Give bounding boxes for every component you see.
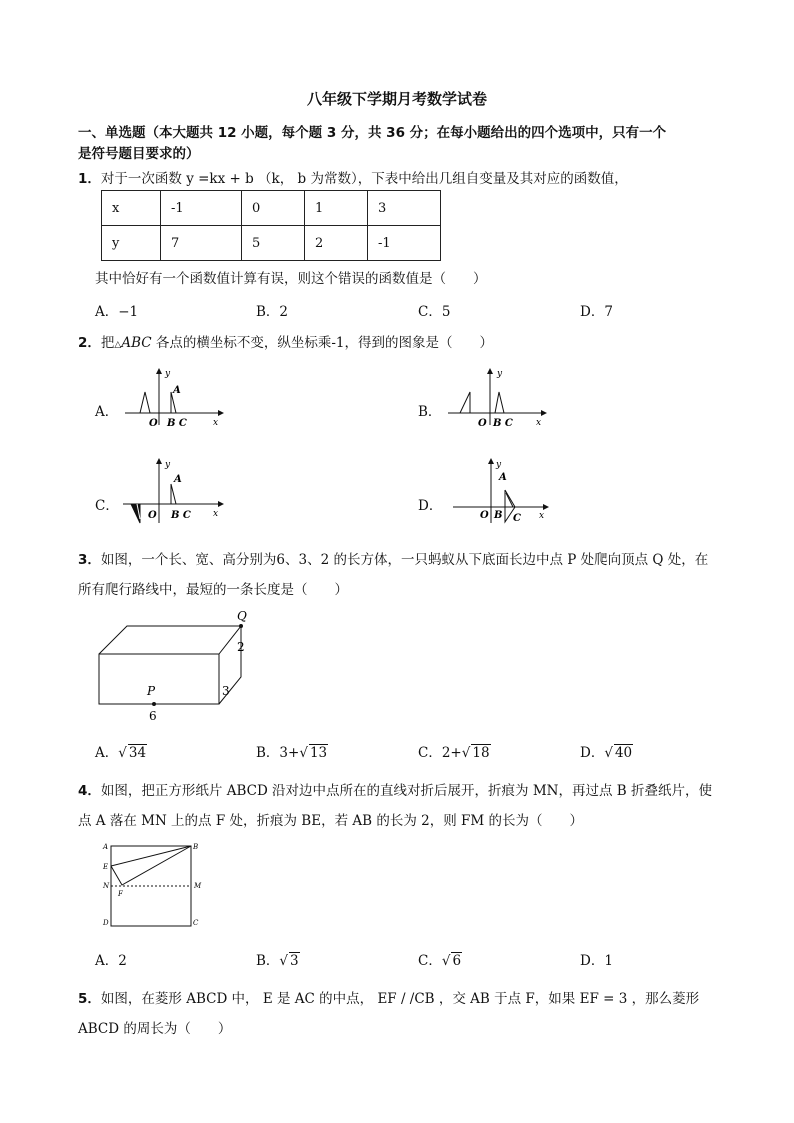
question-4-line2: 点 A 落在 MN 上的点 F 处，折痕为 BE，若 AB 的长为 2，则 FM 的长为（ ） — [78, 813, 583, 829]
table-cell: -1 — [161, 191, 242, 226]
table-cell: 2 — [305, 226, 368, 261]
option-letter: A． — [95, 745, 119, 761]
question-number: 3． — [78, 552, 101, 568]
origin-label: O — [478, 418, 487, 429]
graph-d — [443, 457, 553, 525]
x-axis-label: x — [213, 509, 219, 519]
question-number: 2． — [78, 335, 101, 351]
y-axis-label: y — [165, 369, 171, 379]
option-letter: D． — [580, 745, 605, 761]
table-row — [102, 191, 441, 226]
cuboid-figure — [92, 606, 262, 726]
question-text: 各点的横坐标不变，纵坐标乘-1，得到的图象是（ ） — [151, 335, 494, 351]
option-b[interactable] — [256, 949, 300, 969]
table-cell: -1 — [368, 226, 441, 261]
option-letter: C． — [95, 498, 119, 514]
table-row — [102, 226, 441, 261]
question-text: 如图，在菱形 ABCD 中， E 是 AC 的中点， EF / /CB ，交 AB 于点 F，如果 EF = 3 ，那么菱形 — [100, 991, 700, 1007]
option-value: 1 — [604, 953, 613, 969]
point-a-label: A — [173, 385, 181, 396]
table-cell: 0 — [242, 191, 305, 226]
point-m-label: M — [194, 882, 202, 890]
option-letter: A． — [95, 304, 119, 320]
option-letter: D． — [580, 953, 605, 969]
radicand: 6 — [452, 953, 462, 969]
option-letter: B． — [256, 953, 280, 969]
bc-labels: B C — [493, 418, 513, 429]
table-cell: 3 — [368, 191, 441, 226]
page-title: 八年级下学期月考数学试卷 — [306, 90, 487, 108]
sqrt-symbol: √ — [461, 745, 471, 761]
section-header-line2: 是符号题目要求的） — [78, 146, 200, 162]
point-e-label: E — [103, 863, 109, 871]
y-axis-label: y — [496, 460, 502, 470]
section-header-line1: 一、单选题（本大题共 12 小题，每个题 3 分，共 36 分；在每小题给出的四个选项中，只有一个 — [78, 125, 667, 141]
question-text: 如图，一个长、宽、高分别为6、3、2 的长方体，一只蚂蚁从下底面长边中点 P 处爬向顶点 Q 处，在 — [100, 552, 709, 568]
option-c[interactable] — [418, 741, 491, 761]
question-3-line2: 所有爬行路线中，最短的一条长度是（ ） — [78, 582, 348, 598]
graph-a — [120, 367, 225, 429]
sqrt-symbol: √ — [118, 745, 127, 761]
point-c-label: C — [513, 513, 521, 524]
option-value: 2 — [279, 304, 289, 320]
option-letter: A． — [95, 404, 119, 420]
sqrt-symbol: √ — [441, 953, 451, 969]
triangle-name: ABC — [121, 335, 152, 351]
point-d-label: D — [103, 919, 109, 927]
x-axis-label: x — [213, 418, 219, 428]
graph-c — [120, 457, 225, 525]
option-b[interactable] — [418, 400, 441, 420]
point-b-label: B — [193, 843, 199, 851]
question-text: 对于一次函数 y =kx + b （k， b 为常数），下表中给出几组自变量及其对应的函数值， — [100, 171, 628, 187]
option-c[interactable] — [418, 949, 462, 969]
option-letter: C． — [418, 953, 442, 969]
y-axis-label: y — [165, 460, 171, 470]
point-n-label: N — [103, 882, 110, 890]
value-table — [101, 190, 441, 261]
option-letter: C． — [418, 745, 442, 761]
option-a[interactable] — [95, 741, 147, 761]
height-label: 2 — [237, 640, 245, 654]
table-cell: 5 — [242, 226, 305, 261]
point-f-label: F — [118, 890, 123, 898]
triangle-symbol: △ — [114, 340, 122, 350]
origin-label: O — [480, 510, 489, 521]
radicand: 34 — [128, 745, 147, 761]
option-prefix: 3+ — [279, 745, 300, 761]
question-text: 如图，把正方形纸片 ABCD 沿对边中点所在的直线对折后展开，折痕为 MN，再过点 B 折叠纸片，使 — [100, 783, 712, 799]
square-figure — [100, 838, 210, 930]
point-c-label: C — [193, 919, 199, 927]
option-c[interactable] — [418, 300, 450, 320]
option-letter: C． — [418, 304, 442, 320]
option-d[interactable] — [580, 300, 613, 320]
origin-label: O — [149, 418, 158, 429]
width-label: 3 — [222, 684, 230, 698]
question-text-pre: 把 — [100, 335, 115, 351]
origin-label: O — [148, 510, 157, 521]
option-letter: D． — [580, 304, 605, 320]
option-a[interactable] — [95, 949, 127, 969]
question-4-line1 — [78, 779, 712, 799]
option-value: −1 — [118, 304, 139, 320]
x-axis-label: x — [539, 511, 545, 521]
option-a[interactable] — [95, 400, 118, 420]
x-axis-label: x — [536, 418, 542, 428]
question-3-line1 — [78, 548, 708, 568]
option-letter: A． — [95, 953, 119, 969]
option-letter: B． — [256, 745, 280, 761]
point-a-label: A — [103, 843, 109, 851]
graph-b — [443, 367, 548, 429]
sqrt-symbol: √ — [279, 953, 289, 969]
option-value: 5 — [441, 304, 451, 320]
option-value: 2 — [118, 953, 127, 969]
option-letter: B． — [256, 304, 280, 320]
radicand: 40 — [614, 745, 633, 761]
option-d[interactable] — [418, 494, 442, 514]
radicand: 3 — [290, 953, 299, 969]
option-d[interactable] — [580, 949, 613, 969]
table-cell: y — [102, 226, 161, 261]
table-cell: 7 — [161, 226, 242, 261]
y-axis-label: y — [497, 369, 503, 379]
option-letter: D． — [418, 498, 443, 514]
point-p-label: P — [147, 684, 156, 698]
sqrt-symbol: √ — [604, 745, 613, 761]
bc-labels: B C — [167, 418, 187, 429]
option-prefix: 2+ — [441, 745, 462, 761]
point-a-label: A — [499, 472, 507, 483]
radicand: 18 — [472, 745, 490, 761]
question-text-after: 其中恰好有一个函数值计算有误，则这个错误的函数值是（ ） — [95, 271, 487, 287]
question-2 — [78, 331, 493, 351]
question-number: 1． — [78, 171, 101, 187]
table-cell: x — [102, 191, 161, 226]
option-c[interactable] — [95, 494, 119, 514]
point-b-label: B — [494, 510, 503, 521]
question-number: 4． — [78, 783, 101, 799]
radicand: 13 — [309, 745, 328, 761]
table-cell: 1 — [305, 191, 368, 226]
question-number: 5． — [78, 991, 101, 1007]
length-label: 6 — [149, 709, 157, 723]
question-5-line2: ABCD 的周长为（ ） — [78, 1021, 232, 1037]
option-a[interactable] — [95, 300, 138, 320]
option-b[interactable] — [256, 300, 288, 320]
option-value: 7 — [604, 304, 613, 320]
option-d[interactable] — [580, 741, 633, 761]
point-a-label: A — [174, 474, 182, 485]
question-5-line1 — [78, 987, 699, 1007]
sqrt-symbol: √ — [299, 745, 308, 761]
question-1 — [78, 167, 628, 187]
point-q-label: Q — [237, 609, 247, 623]
bc-labels: B C — [171, 510, 191, 521]
option-letter: B． — [418, 404, 442, 420]
option-b[interactable] — [256, 741, 328, 761]
